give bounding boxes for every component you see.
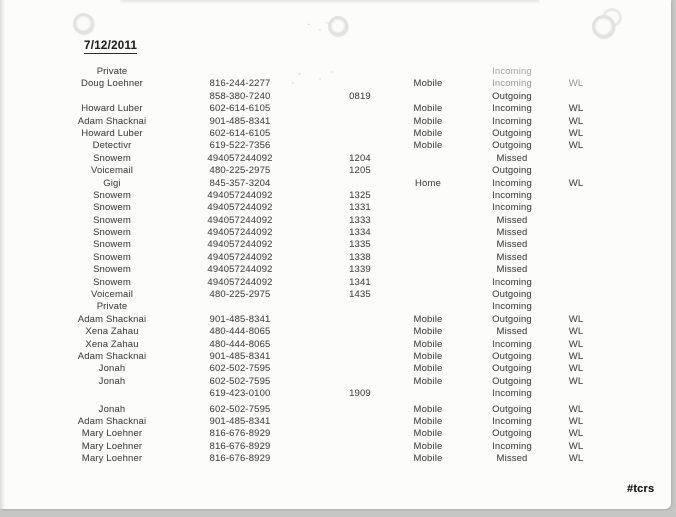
wl-flag-cell: WL bbox=[568, 103, 584, 115]
time-cell bbox=[320, 453, 400, 465]
time-cell bbox=[320, 178, 400, 190]
direction-cell: Outgoing bbox=[492, 313, 532, 325]
time-cell bbox=[320, 339, 400, 351]
table-row bbox=[0, 227, 676, 239]
time-cell: 1909 bbox=[349, 388, 371, 400]
phone-number-cell: 480-225-2975 bbox=[209, 289, 271, 301]
phone-type-cell: Mobile bbox=[413, 375, 443, 387]
caller-name-cell: Mary Loehner bbox=[81, 453, 143, 465]
time-cell: 1331 bbox=[349, 202, 371, 214]
time-cell bbox=[320, 314, 400, 326]
wl-flag-cell bbox=[558, 153, 594, 165]
wl-flag-cell bbox=[558, 215, 594, 227]
phone-type-cell bbox=[400, 301, 456, 313]
caller-name-cell: Snowem bbox=[93, 251, 131, 263]
time-cell: 1333 bbox=[349, 214, 371, 226]
time-cell bbox=[320, 78, 400, 90]
wl-flag-cell: WL bbox=[568, 415, 584, 427]
wl-flag-cell: WL bbox=[568, 127, 584, 139]
table-row bbox=[0, 388, 676, 400]
phone-type-cell bbox=[400, 153, 456, 165]
caller-name-cell: Voicemail bbox=[90, 289, 133, 301]
time-cell: 1435 bbox=[349, 289, 371, 301]
direction-cell: Missed bbox=[496, 152, 528, 164]
direction-cell: Missed bbox=[496, 326, 528, 338]
table-row bbox=[0, 239, 676, 251]
time-cell: 1338 bbox=[349, 251, 371, 263]
phone-type-cell: Mobile bbox=[413, 115, 443, 127]
table-row bbox=[0, 140, 676, 152]
phone-type-cell bbox=[400, 215, 456, 227]
wl-flag-cell bbox=[558, 227, 594, 239]
table-row bbox=[0, 289, 676, 301]
caller-name-cell: Snowem bbox=[93, 214, 131, 226]
wl-flag-cell bbox=[558, 301, 594, 313]
date-heading: 7/12/2011 bbox=[84, 40, 138, 52]
direction-cell: Outgoing bbox=[492, 375, 532, 387]
direction-cell: Incoming bbox=[492, 189, 532, 201]
phone-number-cell: 494057244092 bbox=[207, 264, 273, 276]
time-cell bbox=[320, 428, 400, 440]
phone-number-cell: 494057244092 bbox=[207, 227, 273, 239]
wl-flag-cell: WL bbox=[568, 140, 584, 152]
time-cell bbox=[320, 351, 400, 363]
phone-type-cell bbox=[400, 388, 456, 400]
table-row bbox=[0, 215, 676, 227]
time-cell bbox=[320, 128, 400, 140]
time-cell bbox=[320, 376, 400, 388]
time-cell bbox=[320, 404, 400, 416]
time-cell bbox=[320, 326, 400, 338]
direction-cell: Incoming bbox=[492, 115, 532, 127]
wl-flag-cell: WL bbox=[568, 313, 584, 325]
wl-flag-cell bbox=[558, 252, 594, 264]
wl-flag-cell: WL bbox=[568, 440, 584, 452]
direction-cell: Incoming bbox=[492, 440, 532, 452]
time-cell: 1335 bbox=[349, 239, 371, 251]
direction-cell: Missed bbox=[496, 227, 528, 239]
wl-flag-cell: WL bbox=[568, 428, 584, 440]
wl-flag-cell bbox=[558, 264, 594, 276]
phone-number-cell: 494057244092 bbox=[207, 189, 273, 201]
caller-name-cell: Snowem bbox=[93, 189, 131, 201]
table-row bbox=[0, 190, 676, 202]
direction-cell: Incoming bbox=[492, 276, 532, 288]
direction-cell: Missed bbox=[496, 239, 528, 251]
direction-cell: Outgoing bbox=[492, 289, 532, 301]
direction-cell: Outgoing bbox=[492, 127, 532, 139]
phone-number-cell: 816-244-2277 bbox=[209, 78, 271, 90]
phone-type-cell: Mobile bbox=[413, 440, 443, 452]
phone-type-cell bbox=[400, 165, 456, 177]
table-row bbox=[0, 301, 676, 313]
phone-type-cell: Mobile bbox=[413, 415, 443, 427]
time-cell bbox=[320, 441, 400, 453]
phone-type-cell: Mobile bbox=[413, 403, 443, 415]
caller-name-cell: Voicemail bbox=[90, 165, 133, 177]
phone-number-cell: 602-614-6105 bbox=[209, 103, 271, 115]
caller-name-cell: Mary Loehner bbox=[81, 440, 143, 452]
table-row bbox=[0, 376, 676, 388]
time-cell: 1334 bbox=[349, 227, 371, 239]
table-row bbox=[0, 326, 676, 338]
scan-smudge bbox=[120, 0, 540, 4]
wl-flag-cell: WL bbox=[568, 350, 584, 362]
caller-name-cell: Private bbox=[96, 66, 128, 77]
phone-number-cell: 480-444-8065 bbox=[209, 338, 271, 350]
caller-name-cell: Adam Shacknai bbox=[77, 115, 147, 127]
direction-cell: Missed bbox=[496, 214, 528, 226]
table-row bbox=[0, 165, 676, 177]
direction-cell: Missed bbox=[496, 264, 528, 276]
phone-type-cell: Mobile bbox=[413, 338, 443, 350]
wl-flag-cell: WL bbox=[568, 338, 584, 350]
time-cell bbox=[320, 103, 400, 115]
wl-flag-cell bbox=[558, 91, 594, 103]
caller-name-cell: Xena Zahau bbox=[85, 338, 139, 350]
table-row bbox=[0, 363, 676, 375]
direction-cell: Outgoing bbox=[492, 140, 532, 152]
phone-number-cell: 901-485-8341 bbox=[209, 415, 271, 427]
caller-name-cell: Snowem bbox=[93, 227, 131, 239]
table-row bbox=[0, 128, 676, 140]
direction-cell: Outgoing bbox=[492, 90, 532, 102]
phone-number-cell: 494057244092 bbox=[207, 152, 273, 164]
direction-cell: Incoming bbox=[492, 301, 532, 313]
phone-number-cell: 858-380-7240 bbox=[209, 90, 271, 102]
wl-flag-cell bbox=[558, 277, 594, 289]
time-cell bbox=[320, 140, 400, 152]
wl-flag-cell bbox=[558, 202, 594, 214]
caller-name-cell: Jonah bbox=[98, 363, 126, 375]
phone-number-cell: 602-502-7595 bbox=[209, 403, 271, 415]
phone-number-cell: 602-502-7595 bbox=[209, 363, 271, 375]
wl-flag-cell bbox=[558, 239, 594, 251]
phone-number-cell: 494057244092 bbox=[207, 251, 273, 263]
time-cell: 1205 bbox=[349, 165, 371, 177]
phone-number-cell: 494057244092 bbox=[207, 202, 273, 214]
call-log-table bbox=[0, 66, 676, 466]
direction-cell: Incoming bbox=[492, 78, 532, 90]
caller-name-cell: Snowem bbox=[93, 264, 131, 276]
punch-hole-right bbox=[592, 15, 615, 38]
phone-number-cell: 901-485-8341 bbox=[209, 115, 271, 127]
phone-type-cell bbox=[400, 227, 456, 239]
wl-flag-cell: WL bbox=[568, 326, 584, 338]
phone-type-cell bbox=[400, 252, 456, 264]
caller-name-cell: Howard Luber bbox=[81, 127, 143, 139]
direction-cell: Missed bbox=[496, 251, 528, 263]
phone-type-cell: Mobile bbox=[413, 350, 443, 362]
table-row bbox=[0, 314, 676, 326]
phone-number-cell: 480-444-8065 bbox=[209, 326, 271, 338]
table-row bbox=[0, 78, 676, 90]
phone-number-cell: 602-614-6105 bbox=[209, 127, 271, 139]
time-cell: 0819 bbox=[349, 90, 371, 102]
phone-type-cell bbox=[400, 190, 456, 202]
direction-cell: Outgoing bbox=[492, 428, 532, 440]
time-cell bbox=[320, 363, 400, 375]
time-cell bbox=[320, 116, 400, 128]
phone-type-cell: Home bbox=[415, 177, 441, 189]
phone-type-cell: Mobile bbox=[413, 428, 443, 440]
caller-name-cell: Adam Shacknai bbox=[77, 313, 147, 325]
caller-name-cell: Doug Loehner bbox=[80, 78, 143, 90]
table-row bbox=[0, 453, 676, 465]
phone-number-cell: 816-676-8929 bbox=[209, 428, 271, 440]
caller-name-cell: Private bbox=[96, 301, 128, 313]
phone-type-cell: Mobile bbox=[413, 103, 443, 115]
table-row bbox=[0, 202, 676, 214]
table-row bbox=[0, 116, 676, 128]
wl-flag-cell bbox=[558, 388, 594, 400]
direction-cell: Outgoing bbox=[492, 403, 532, 415]
wl-flag-cell: WL bbox=[568, 177, 584, 189]
table-row bbox=[0, 264, 676, 276]
scan-smudge bbox=[303, 18, 331, 34]
phone-number-cell: 619-423-0100 bbox=[209, 388, 271, 400]
caller-name-cell: Snowem bbox=[93, 152, 131, 164]
direction-cell: Outgoing bbox=[492, 165, 532, 177]
caller-name-cell bbox=[32, 388, 192, 400]
time-cell: 1204 bbox=[349, 152, 371, 164]
phone-number-cell: 901-485-8341 bbox=[209, 350, 271, 362]
wl-flag-cell: WL bbox=[568, 375, 584, 387]
time-cell: 1341 bbox=[349, 276, 371, 288]
caller-name-cell: Mary Loehner bbox=[81, 428, 143, 440]
phone-number-cell: 816-676-8929 bbox=[209, 440, 271, 452]
phone-number-cell bbox=[192, 66, 288, 78]
caller-name-cell: Detectivr bbox=[92, 140, 132, 152]
phone-number-cell: 602-502-7595 bbox=[209, 375, 271, 387]
phone-type-cell: Mobile bbox=[413, 140, 443, 152]
table-row bbox=[0, 339, 676, 351]
table-row bbox=[0, 277, 676, 289]
time-cell: 1325 bbox=[349, 189, 371, 201]
wl-flag-cell: WL bbox=[568, 78, 584, 90]
phone-type-cell bbox=[400, 289, 456, 301]
wl-flag-cell bbox=[558, 190, 594, 202]
wl-flag-cell bbox=[558, 165, 594, 177]
direction-cell: Outgoing bbox=[492, 363, 532, 375]
phone-type-cell bbox=[400, 239, 456, 251]
table-row bbox=[0, 351, 676, 363]
direction-cell: Incoming bbox=[492, 415, 532, 427]
direction-cell: Missed bbox=[496, 453, 528, 465]
table-row bbox=[0, 91, 676, 103]
time-cell bbox=[320, 416, 400, 428]
phone-number-cell: 619-522-7356 bbox=[209, 140, 271, 152]
phone-number-cell bbox=[192, 301, 288, 313]
caller-name-cell: Jonah bbox=[98, 375, 126, 387]
phone-type-cell bbox=[400, 66, 456, 78]
punch-hole-left bbox=[73, 13, 94, 34]
time-cell: 1339 bbox=[349, 264, 371, 276]
phone-number-cell: 901-485-8341 bbox=[209, 313, 271, 325]
time-cell bbox=[320, 66, 400, 78]
footer-tag: #tcrs bbox=[627, 483, 655, 495]
caller-name-cell: Snowem bbox=[93, 239, 131, 251]
phone-number-cell: 480-225-2975 bbox=[209, 165, 271, 177]
table-row bbox=[0, 441, 676, 453]
phone-number-cell: 816-676-8929 bbox=[209, 453, 271, 465]
table-row bbox=[0, 416, 676, 428]
table-row bbox=[0, 153, 676, 165]
caller-name-cell: Snowem bbox=[93, 202, 131, 214]
phone-type-cell: Mobile bbox=[413, 313, 443, 325]
wl-flag-cell bbox=[558, 66, 594, 78]
phone-type-cell: Mobile bbox=[413, 326, 443, 338]
caller-name-cell bbox=[32, 91, 192, 103]
table-row bbox=[0, 428, 676, 440]
table-row bbox=[0, 103, 676, 115]
direction-cell: Incoming bbox=[492, 388, 532, 400]
phone-number-cell: 494057244092 bbox=[207, 239, 273, 251]
phone-type-cell bbox=[400, 202, 456, 214]
wl-flag-cell: WL bbox=[568, 453, 584, 465]
phone-type-cell: Mobile bbox=[413, 453, 443, 465]
direction-cell: Incoming bbox=[492, 66, 532, 77]
phone-type-cell bbox=[400, 264, 456, 276]
wl-flag-cell: WL bbox=[568, 403, 584, 415]
direction-cell: Incoming bbox=[492, 338, 532, 350]
wl-flag-cell: WL bbox=[568, 363, 584, 375]
punch-hole-middle bbox=[328, 16, 348, 36]
wl-flag-cell bbox=[558, 289, 594, 301]
phone-number-cell: 494057244092 bbox=[207, 214, 273, 226]
table-row bbox=[0, 252, 676, 264]
caller-name-cell: Adam Shacknai bbox=[77, 350, 147, 362]
table-row bbox=[0, 178, 676, 190]
direction-cell: Incoming bbox=[492, 177, 532, 189]
caller-name-cell: Gigi bbox=[103, 177, 121, 189]
phone-type-cell: Mobile bbox=[413, 78, 443, 90]
caller-name-cell: Snowem bbox=[93, 276, 131, 288]
phone-number-cell: 494057244092 bbox=[207, 276, 273, 288]
direction-cell: Incoming bbox=[492, 202, 532, 214]
phone-type-cell bbox=[400, 91, 456, 103]
caller-name-cell: Jonah bbox=[98, 403, 126, 415]
phone-type-cell: Mobile bbox=[413, 127, 443, 139]
phone-number-cell: 845-357-3204 bbox=[209, 177, 271, 189]
table-row bbox=[0, 404, 676, 416]
time-cell bbox=[320, 301, 400, 313]
caller-name-cell: Howard Luber bbox=[81, 103, 143, 115]
phone-type-cell: Mobile bbox=[413, 363, 443, 375]
table-row bbox=[0, 66, 676, 78]
direction-cell: Incoming bbox=[492, 103, 532, 115]
caller-name-cell: Xena Zahau bbox=[85, 326, 139, 338]
caller-name-cell: Adam Shacknai bbox=[77, 415, 147, 427]
wl-flag-cell: WL bbox=[568, 115, 584, 127]
direction-cell: Outgoing bbox=[492, 350, 532, 362]
phone-type-cell bbox=[400, 277, 456, 289]
